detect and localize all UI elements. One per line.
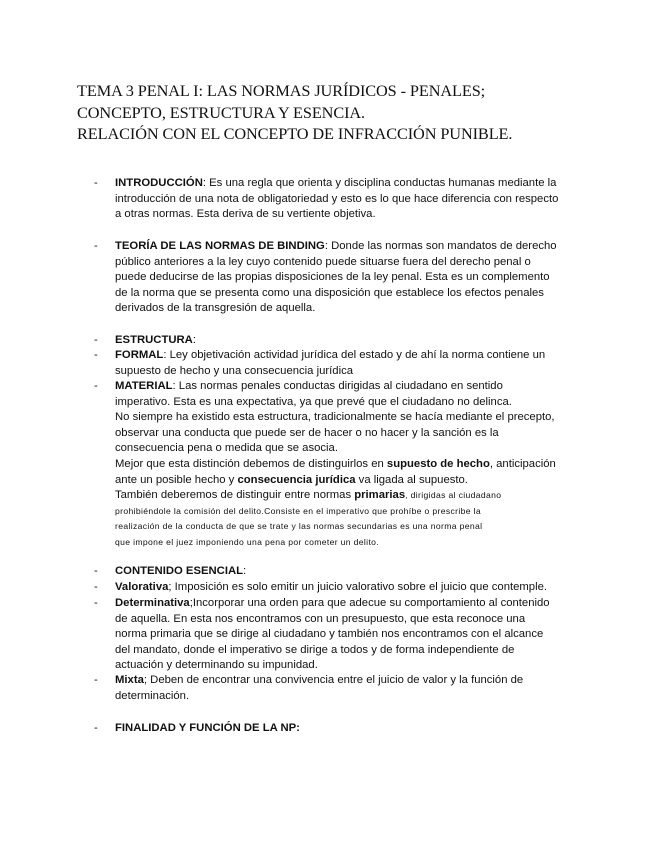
heading-estructura: ESTRUCTURA xyxy=(115,334,193,346)
bullet-dash: - xyxy=(94,722,98,734)
bullet-dash: - xyxy=(94,581,98,593)
term-primarias: primarias xyxy=(354,489,406,502)
heading-valorativa: Valorativa xyxy=(115,581,169,593)
bullet-dash: - xyxy=(94,349,98,361)
heading-finalidad: FINALIDAD Y FUNCIÓN DE LA NP: xyxy=(115,722,300,734)
heading-contenido-esencial: CONTENIDO ESENCIAL xyxy=(115,565,244,577)
term-consecuencia-juridica: consecuencia jurídica xyxy=(237,473,356,486)
document-title xyxy=(77,80,637,145)
list-item-introduccion: - INTRODUCCIÓN: Es una regla que orienta y disciplina conductas humanas mediante la introducción de una nota de obligatoriedad y esto es lo que hace diferencia con respecto a otras normas. Esta deriva de su vertiente objetiva. xyxy=(94,177,559,221)
heading-introduccion: INTRODUCCIÓN xyxy=(115,177,203,189)
heading-material: MATERIAL xyxy=(115,380,173,392)
bullet-dash: - xyxy=(94,177,98,189)
list-item-finalidad xyxy=(94,721,555,737)
list-item-material: - MATERIAL: Las normas penales conductas dirigidas al ciudadano en sentido imperativo. Esta es una expectativa, ya que prevé que el ciudadano no delinca. No siempre ha existido esta estructura, tradicionalmente se hacía mediante el precepto, observar una conducta que puede ser de hacer o no hacer y la sanción es la consecuencia pena o medida que se asocia. Mejor que esta distinción debemos de distinguirlos en supuesto de hecho, anticipación ante un posible hecho y consecuencia jurídica va ligada al supuesto. También deberemos de distinguir entre normas primarias, dirigidas al ciudadano prohibiéndole la comisión del delito.Consiste en el imperativo que prohíbe o prescribe la realización de la conducta de que se trate y las normas secundarias es una norma penal que impone el juez imponiendo una pena por cometer un delito. xyxy=(94,380,556,547)
bullet-dash: - xyxy=(94,380,98,392)
heading-binding: TEORÍA DE LAS NORMAS DE BINDING xyxy=(115,240,325,252)
bullet-dash: - xyxy=(94,597,98,609)
list-item-binding: - TEORÍA DE LAS NORMAS DE BINDING: Donde las normas son mandatos de derecho público anteriores a la ley cuyo contenido puede situarse fuera del derecho penal o puede deducirse de las propias disposiciones de la ley penal. Esta es un complemento de la norma que se presenta como una disposición que establece los efectos penales derivados de la transgresión de aquella. xyxy=(94,240,557,315)
title-line-3: RELACIÓN CON EL CONCEPTO DE INFRACCIÓN PUNIBLE. xyxy=(77,124,513,143)
title-line-2: CONCEPTO, ESTRUCTURA Y ESENCIA. xyxy=(77,102,366,122)
heading-formal: FORMAL xyxy=(115,349,164,361)
heading-mixta: Mixta xyxy=(115,674,144,686)
list-item-contenido-esencial: - CONTENIDO ESENCIAL: xyxy=(115,564,555,580)
list-item-mixta: - Mixta; Deben de encontrar una convivencia entre el juicio de valor y la función de determinación. xyxy=(94,674,524,702)
list-item-formal: - FORMAL: Ley objetivación actividad jurídica del estado y de ahí la norma contiene un supuesto de hecho y una consecuencia jurídica xyxy=(94,349,546,377)
list-item-valorativa: - Valorativa; Imposición es solo emitir un juicio valorativo sobre el juicio que contemple. xyxy=(115,580,555,596)
list-item-estructura: - ESTRUCTURA: xyxy=(115,333,555,349)
bullet-dash: - xyxy=(94,565,98,577)
term-supuesto-de-hecho: supuesto de hecho xyxy=(386,457,490,470)
title-line-1: TEMA 3 PENAL I: LAS NORMAS JURÍDICOS - PENALES; xyxy=(77,81,486,100)
bullet-dash: - xyxy=(94,674,98,686)
list-item-determinativa: - Determinativa;Incorporar una orden para que adecue su comportamiento al contenido de aquella. En esta nos encontramos con un presupuesto, que esta reconoce una norma primaria que se dirige al ciudadano y también nos encontramos con el alcance del mandato, donde el imperativo se dirige a todos y de forma independiente de actuación y determinando su impunidad. xyxy=(94,597,550,672)
bullet-dash: - xyxy=(94,334,98,346)
bullet-dash: - xyxy=(94,240,98,252)
heading-determinativa: Determinativa xyxy=(115,597,190,609)
